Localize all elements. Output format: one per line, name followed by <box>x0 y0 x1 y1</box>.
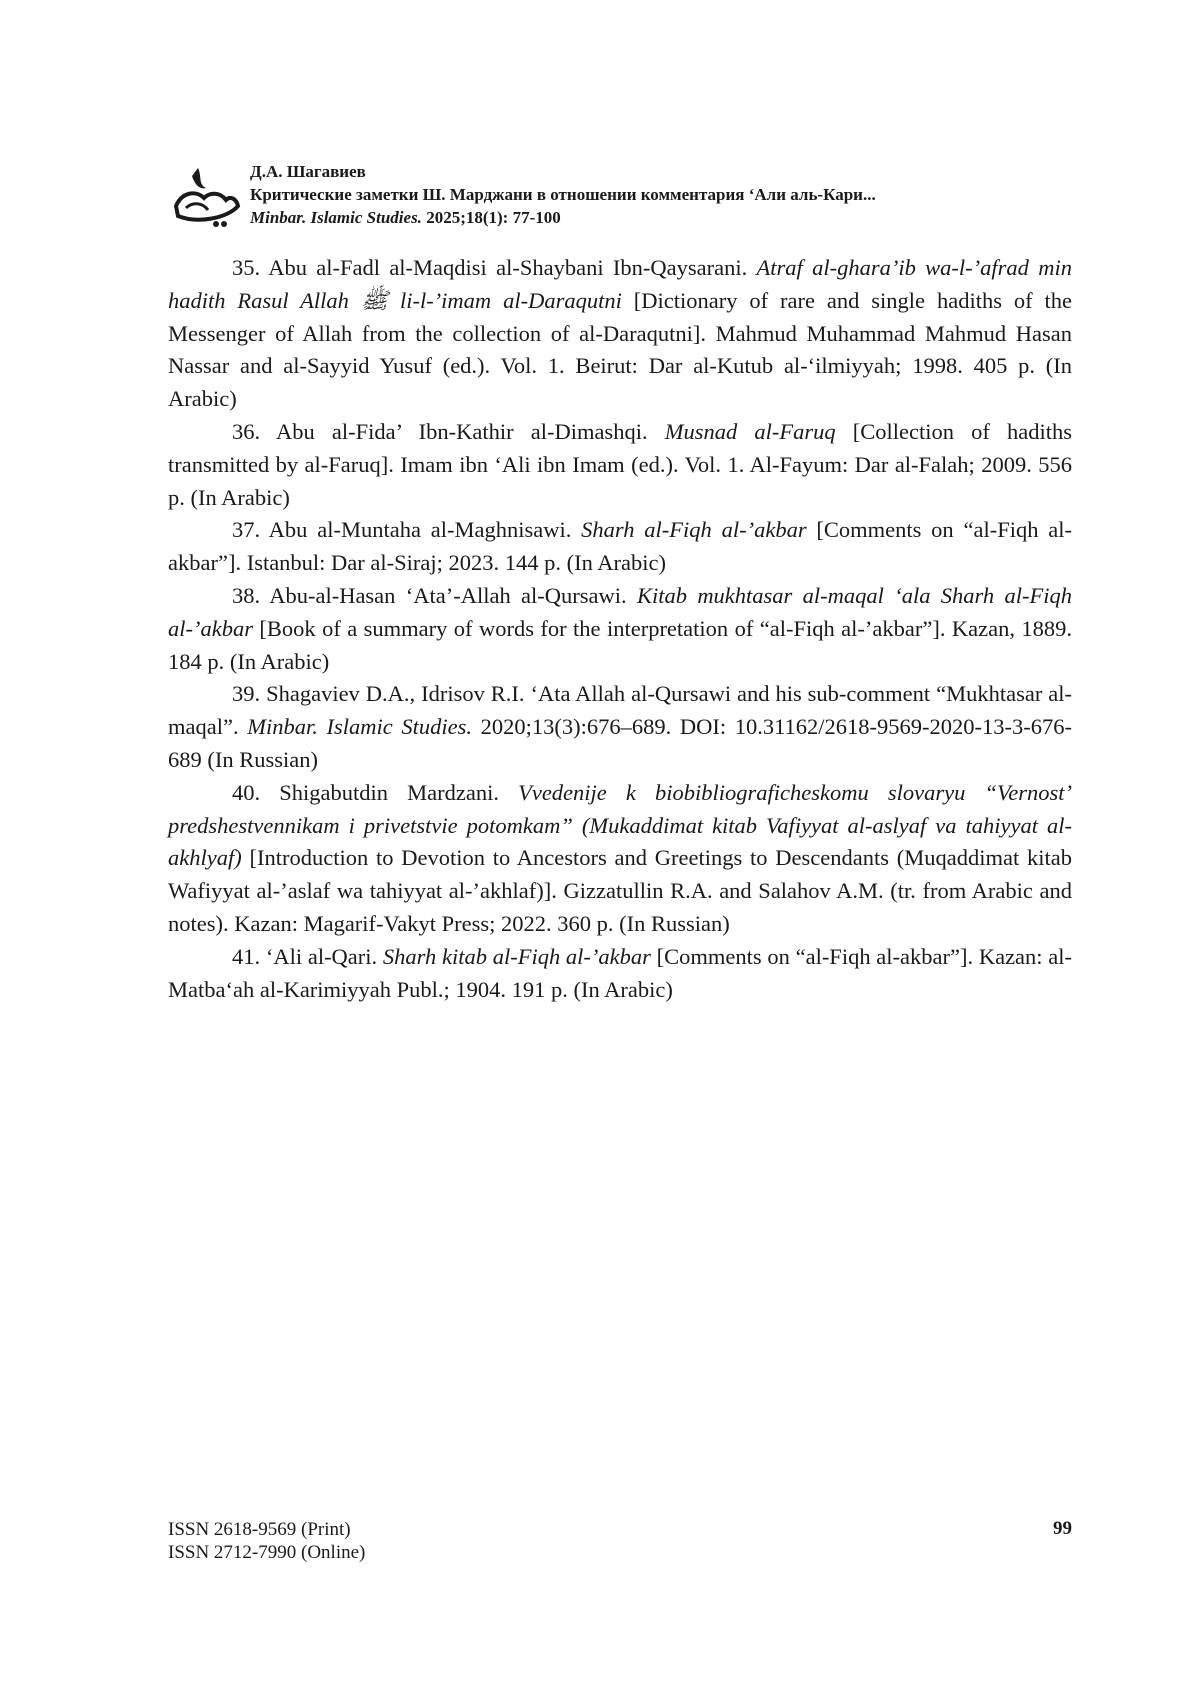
reference-item: 36. Abu al-Fida’ Ibn-Kathir al-Dimashqi. Musnad al-Faruq [Collection of hadiths transmitted by al-Faruq]. Imam ibn ‘Ali ibn Imam (ed.). Vol. 1. Al-Fayum: Dar al-Falah; 2009. 556 p. (In Arabic) <box>168 418 1072 510</box>
reference-list <box>168 252 1072 1006</box>
running-header <box>168 160 1088 234</box>
reference-item: 40. Shigabutdin Mardzani. Vvedenije k biobibliograficheskomu slovaryu “Vernost’ predshestvennikam i privetstvie potomkam” (Mukaddimat kitab Vafiyyat al-aslyaf va tahiyyat al-akhlyaf) [Introduction to Devotion to Ancestors and Greetings to Descendants (Muqaddimat kitab Wafiyyat al-’aslaf wa tahiyyat al-’akhlaf)]. Gizzatullin R.A. and Salahov A.M. (tr. from Arabic and notes). Kazan: Magarif-Vakyt Press; 2022. 360 p. (In Russian) <box>168 779 1072 936</box>
journal-logo-icon <box>168 162 244 234</box>
reference-item: 37. Abu al-Muntaha al-Maghnisawi. Sharh al-Fiqh al-’akbar [Comments on “al-Fiqh al-akbar”]. Istanbul: Dar al-Siraj; 2023. 144 p. (In Arabic) <box>168 517 1072 576</box>
issn-print: ISSN 2618-9569 (Print) <box>168 1519 351 1540</box>
header-author: Д.А. Шагавиев <box>250 162 366 181</box>
header-journal: Minbar. Islamic Studies. <box>250 208 422 227</box>
reference-item: 41. ‘Ali al-Qari. Sharh kitab al-Fiqh al-’akbar [Comments on “al-Fiqh al-akbar”]. Kazan: al-Matba‘ah al-Karimiyyah Publ.; 1904. 191 p. (In Arabic) <box>168 943 1073 1002</box>
issn-footer <box>168 1518 365 1564</box>
header-article-title: Критические заметки Ш. Марджани в отношении комментария ‘Али аль-Кари... <box>250 185 876 204</box>
reference-item: 39. Shagaviev D.A., Idrisov R.I. ‘Ata Allah al-Qursawi and his sub-comment “Mukhtasar al-maqal”. Minbar. Islamic Studies. 2020;13(3):676–689. DOI: 10.31162/2618-9569-2020-13-3-676-689 (In Russian) <box>168 681 1072 772</box>
page-number: 99 <box>1053 1518 1072 1539</box>
issn-online: ISSN 2712-7990 (Online) <box>168 1542 366 1563</box>
reference-item: 38. Abu-al-Hasan ‘Ata’-Allah al-Qursawi. Kitab mukhtasar al-maqal ‘ala Sharh al-Fiqh al-’akbar [Book of a summary of words for the interpretation of “al-Fiqh al-’akbar”]. Kazan, 1889. 184 p. (In Arabic) <box>168 582 1072 674</box>
reference-item: 35. Abu al-Fadl al-Maqdisi al-Shaybani Ibn-Qaysarani. Atraf al-ghara’ib wa-l-’afrad min hadith Rasul Allah ﷺ li-l-’imam al-Daraqutni [Dictionary of rare and single hadiths of the Messenger of Allah from the collection of al-Daraqutni]. Mahmud Muhammad Mahmud Hasan Nassar and al-Sayyid Yusuf (ed.). Vol. 1. Beirut: Dar al-Kutub al-‘ilmiyyah; 1998. 405 p. (In Arabic) <box>168 255 1073 412</box>
header-volume: 2025;18(1): 77-100 <box>426 208 561 227</box>
header-citation <box>250 206 876 229</box>
